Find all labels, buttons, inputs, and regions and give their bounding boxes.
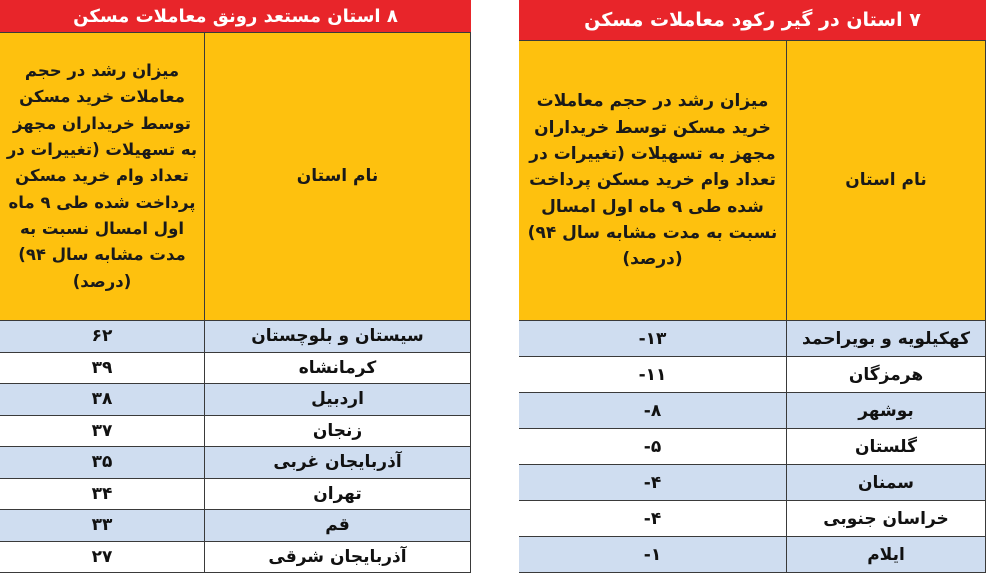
- growth-value-cell: -۱: [519, 537, 787, 573]
- province-cell: بوشهر: [787, 393, 986, 429]
- province-cell: هرمزگان: [787, 357, 986, 393]
- table-row: [0, 415, 471, 447]
- growth-value-cell: -۸: [519, 393, 787, 429]
- growth-value-cell: ۳۳: [0, 510, 205, 542]
- growth-value-cell: -۴: [519, 465, 787, 501]
- province-column-header: نام استان: [205, 33, 471, 321]
- province-column-header: نام استان: [787, 41, 986, 321]
- growth-value-cell: ۲۷: [0, 541, 205, 573]
- table-row: [0, 447, 471, 479]
- booming-provinces-title: ۸ استان مستعد رونق معاملات مسکن: [0, 0, 471, 32]
- province-cell: آذربایجان غربی: [205, 447, 471, 479]
- growth-value-cell: -۱۳: [519, 321, 787, 357]
- province-cell: آذربایجان شرقی: [205, 541, 471, 573]
- growth-column-header: میزان رشد در حجم معاملات خرید مسکن توسط خریداران مجهز به تسهیلات (تغییرات در تعداد وام خرید مسکن پرداخت شده طی ۹ ماه اول امسال نسبت به مدت مشابه سال ۹۴) (درصد): [519, 41, 787, 321]
- province-cell: گلستان: [787, 429, 986, 465]
- province-cell: کهکیلویه و بویراحمد: [787, 321, 986, 357]
- panel-gap: [471, 0, 519, 576]
- table-row: [519, 393, 986, 429]
- province-cell: قم: [205, 510, 471, 542]
- table-row: [519, 465, 986, 501]
- province-cell: خراسان جنوبی: [787, 501, 986, 537]
- growth-value-cell: ۳۴: [0, 478, 205, 510]
- province-cell: سمنان: [787, 465, 986, 501]
- growth-value-cell: ۳۵: [0, 447, 205, 479]
- table-row: [0, 384, 471, 416]
- declining-provinces-panel: [519, 0, 986, 573]
- table-row: [0, 510, 471, 542]
- declining-provinces-table: [518, 40, 986, 573]
- table-row: [0, 352, 471, 384]
- growth-value-cell: ۳۷: [0, 415, 205, 447]
- province-cell: زنجان: [205, 415, 471, 447]
- province-cell: اردبیل: [205, 384, 471, 416]
- table-row: [0, 541, 471, 573]
- table-row: [519, 321, 986, 357]
- growth-value-cell: ۳۸: [0, 384, 205, 416]
- growth-value-cell: ۳۹: [0, 352, 205, 384]
- table-row: [0, 478, 471, 510]
- province-cell: کرمانشاه: [205, 352, 471, 384]
- growth-value-cell: -۵: [519, 429, 787, 465]
- table-row: [519, 429, 986, 465]
- growth-value-cell: ۶۲: [0, 321, 205, 353]
- province-cell: ایلام: [787, 537, 986, 573]
- table-row: [519, 357, 986, 393]
- booming-provinces-table: [0, 32, 471, 573]
- province-cell: سیستان و بلوچستان: [205, 321, 471, 353]
- table-row: [0, 321, 471, 353]
- table-row: [519, 537, 986, 573]
- growth-value-cell: -۴: [519, 501, 787, 537]
- growth-value-cell: -۱۱: [519, 357, 787, 393]
- growth-column-header: میزان رشد در حجم معاملات خرید مسکن توسط خریداران مجهز به تسهیلات (تغییرات در تعداد وام خرید مسکن پرداخت شده طی ۹ ماه اول امسال نسبت به مدت مشابه سال ۹۴) (درصد): [0, 33, 205, 321]
- booming-provinces-panel: [0, 0, 471, 573]
- declining-provinces-title: ۷ استان در گیر رکود معاملات مسکن: [519, 0, 986, 40]
- province-cell: تهران: [205, 478, 471, 510]
- table-row: [519, 501, 986, 537]
